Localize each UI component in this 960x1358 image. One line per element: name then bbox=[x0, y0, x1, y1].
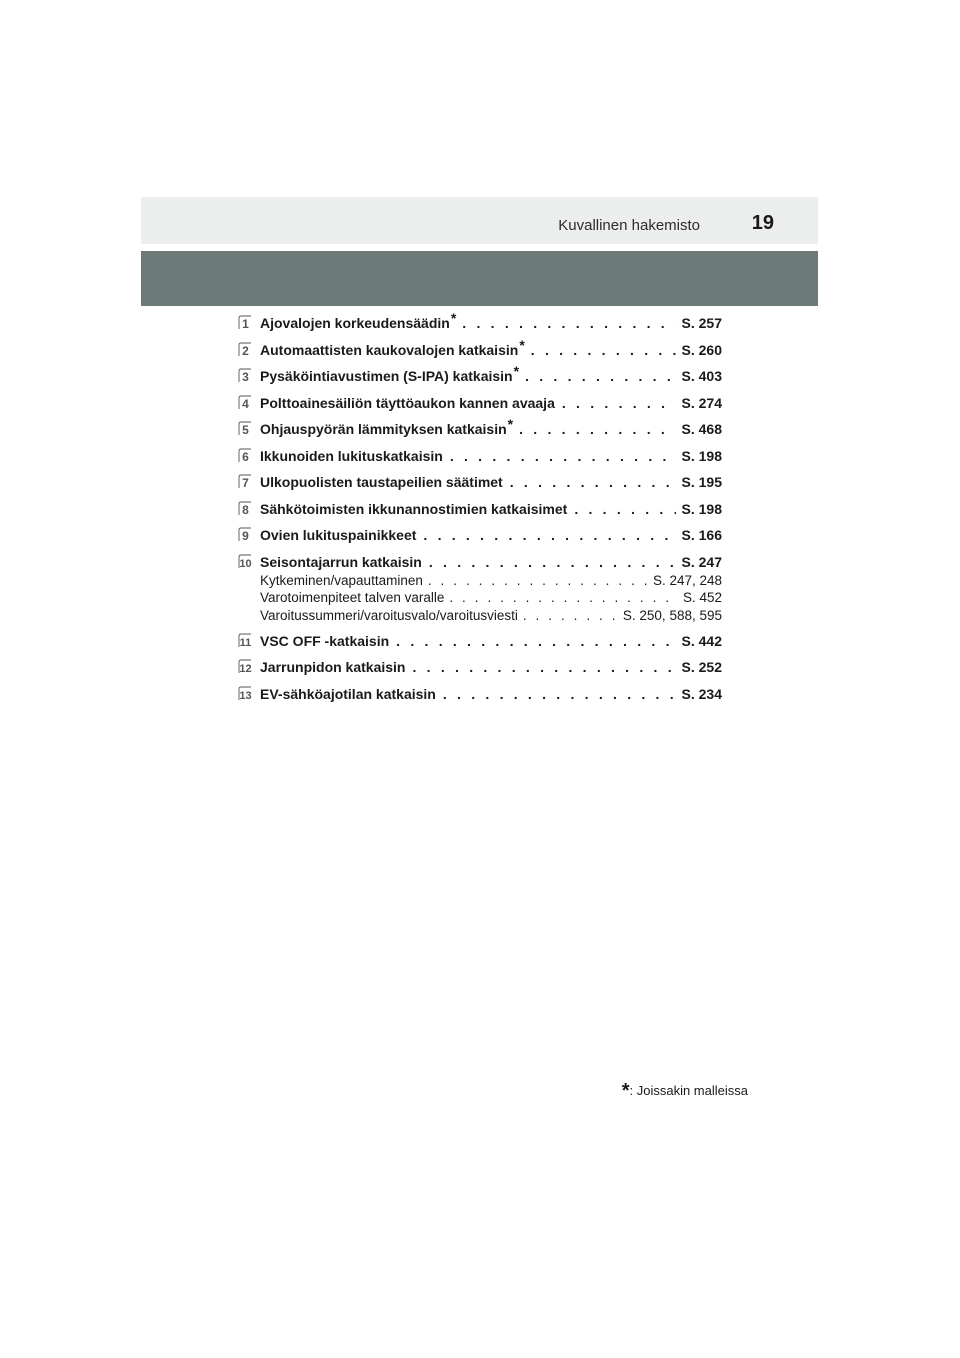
sub-entry bbox=[236, 572, 722, 590]
page-ref[interactable]: S. 198 bbox=[681, 447, 722, 464]
index-entry bbox=[236, 394, 722, 413]
page-ref[interactable]: S. 234 bbox=[681, 685, 722, 702]
svg-text:12: 12 bbox=[239, 663, 252, 675]
entry-label: Automaattisten kaukovalojen katkaisin* bbox=[260, 336, 525, 358]
entry-label: Sähkötoimisten ikkunannostimien katkaisimet bbox=[260, 500, 568, 517]
entry-label: Pysäköintiavustimen (S-IPA) katkaisin* bbox=[260, 363, 520, 384]
entry-label: EV-sähköajotilan katkaisin bbox=[260, 685, 436, 702]
header-band bbox=[141, 251, 818, 306]
leader-dots bbox=[412, 658, 675, 677]
index-entry bbox=[236, 336, 722, 360]
index-list bbox=[236, 310, 722, 711]
index-entry bbox=[236, 685, 722, 704]
leader-dots bbox=[428, 572, 648, 590]
page-ref[interactable]: S. 260 bbox=[681, 341, 722, 358]
leader-dots bbox=[449, 589, 678, 607]
svg-text:9: 9 bbox=[242, 529, 249, 543]
page-ref[interactable]: S. 452 bbox=[682, 590, 722, 605]
svg-text:4: 4 bbox=[242, 396, 249, 411]
number-13-icon bbox=[236, 685, 254, 703]
number-9-icon bbox=[236, 526, 254, 544]
leader-dots bbox=[450, 447, 676, 466]
svg-text:8: 8 bbox=[242, 502, 249, 517]
entry-label: Ikkunoiden lukituskatkaisin bbox=[260, 447, 443, 464]
leader-dots bbox=[443, 685, 676, 704]
page-ref[interactable]: S. 274 bbox=[681, 394, 722, 411]
page-header bbox=[141, 197, 818, 244]
index-entry bbox=[236, 553, 722, 625]
page-ref[interactable]: S. 250, 588, 595 bbox=[622, 607, 722, 623]
entry-label: Ohjauspyörän lämmityksen katkaisin* bbox=[260, 416, 514, 437]
number-1-icon bbox=[236, 314, 254, 332]
entry-label: Ulkopuolisten taustapeilien säätimet bbox=[260, 474, 503, 490]
number-8-icon bbox=[236, 500, 254, 518]
index-entry bbox=[236, 310, 722, 333]
page-number: 19 bbox=[751, 212, 774, 234]
page-ref[interactable]: S. 247 bbox=[681, 553, 722, 570]
svg-text:10: 10 bbox=[239, 557, 252, 570]
leader-dots bbox=[462, 314, 675, 333]
number-3-icon bbox=[236, 367, 254, 385]
leader-dots bbox=[562, 394, 676, 413]
page-ref[interactable]: S. 442 bbox=[681, 632, 722, 649]
sub-entry-label: Kytkeminen/vapauttaminen bbox=[260, 572, 423, 588]
page-ref[interactable]: S. 198 bbox=[681, 500, 722, 517]
leader-dots bbox=[523, 607, 618, 625]
footnote bbox=[622, 1080, 748, 1103]
svg-text:3: 3 bbox=[242, 370, 249, 384]
leader-dots bbox=[519, 420, 675, 439]
index-entry bbox=[236, 500, 722, 519]
leader-dots bbox=[525, 367, 675, 386]
leader-dots bbox=[396, 632, 675, 651]
svg-text:13: 13 bbox=[239, 689, 252, 702]
page-ref[interactable]: S. 166 bbox=[681, 527, 722, 543]
svg-text:7: 7 bbox=[242, 476, 249, 490]
number-5-icon bbox=[236, 420, 254, 438]
leader-dots bbox=[429, 553, 676, 572]
index-entry bbox=[236, 416, 722, 439]
entry-label: Ajovalojen korkeudensäädin* bbox=[260, 310, 457, 331]
number-10-icon bbox=[236, 553, 254, 571]
number-7-icon bbox=[236, 473, 254, 491]
number-11-icon bbox=[236, 632, 254, 650]
page-ref[interactable]: S. 403 bbox=[681, 368, 722, 384]
index-entry bbox=[236, 658, 722, 677]
index-entry bbox=[236, 363, 722, 386]
number-12-icon bbox=[236, 658, 254, 676]
svg-text:1: 1 bbox=[242, 317, 249, 331]
index-entry bbox=[236, 473, 722, 492]
sub-entry-label: Varoitussummeri/varoitusvalo/varoitusviesti bbox=[260, 607, 518, 623]
leader-dots bbox=[574, 500, 675, 519]
page-ref[interactable]: S. 247, 248 bbox=[652, 572, 722, 588]
svg-text:5: 5 bbox=[242, 423, 249, 437]
leader-dots bbox=[510, 473, 676, 492]
page-ref[interactable]: S. 468 bbox=[681, 421, 722, 437]
sub-entry bbox=[236, 607, 722, 625]
index-entry bbox=[236, 526, 722, 545]
svg-text:11: 11 bbox=[239, 636, 252, 649]
entry-label: Polttoainesäiliön täyttöaukon kannen avaaja bbox=[260, 394, 555, 411]
sub-entry-label: Varotoimenpiteet talven varalle bbox=[260, 590, 445, 605]
leader-dots bbox=[531, 341, 676, 360]
entry-label: Jarrunpidon katkaisin bbox=[260, 659, 406, 675]
number-2-icon bbox=[236, 341, 254, 359]
index-entry bbox=[236, 632, 722, 651]
leader-dots bbox=[423, 526, 675, 545]
footnote-asterisk: * bbox=[621, 1080, 630, 1102]
svg-text:2: 2 bbox=[242, 343, 249, 358]
sub-entry bbox=[236, 589, 722, 607]
svg-text:6: 6 bbox=[242, 449, 249, 464]
section-title: Kuvallinen hakemisto bbox=[558, 217, 700, 234]
entry-label: VSC OFF -katkaisin bbox=[260, 632, 390, 649]
page-ref[interactable]: S. 195 bbox=[681, 474, 722, 490]
index-entry bbox=[236, 447, 722, 466]
number-4-icon bbox=[236, 394, 254, 412]
entry-label: Ovien lukituspainikkeet bbox=[260, 527, 417, 543]
page-ref[interactable]: S. 257 bbox=[681, 315, 722, 331]
footnote-text: : Joissakin malleissa bbox=[629, 1083, 748, 1098]
entry-label: Seisontajarrun katkaisin bbox=[260, 553, 422, 570]
page-ref[interactable]: S. 252 bbox=[681, 659, 722, 675]
number-6-icon bbox=[236, 447, 254, 465]
